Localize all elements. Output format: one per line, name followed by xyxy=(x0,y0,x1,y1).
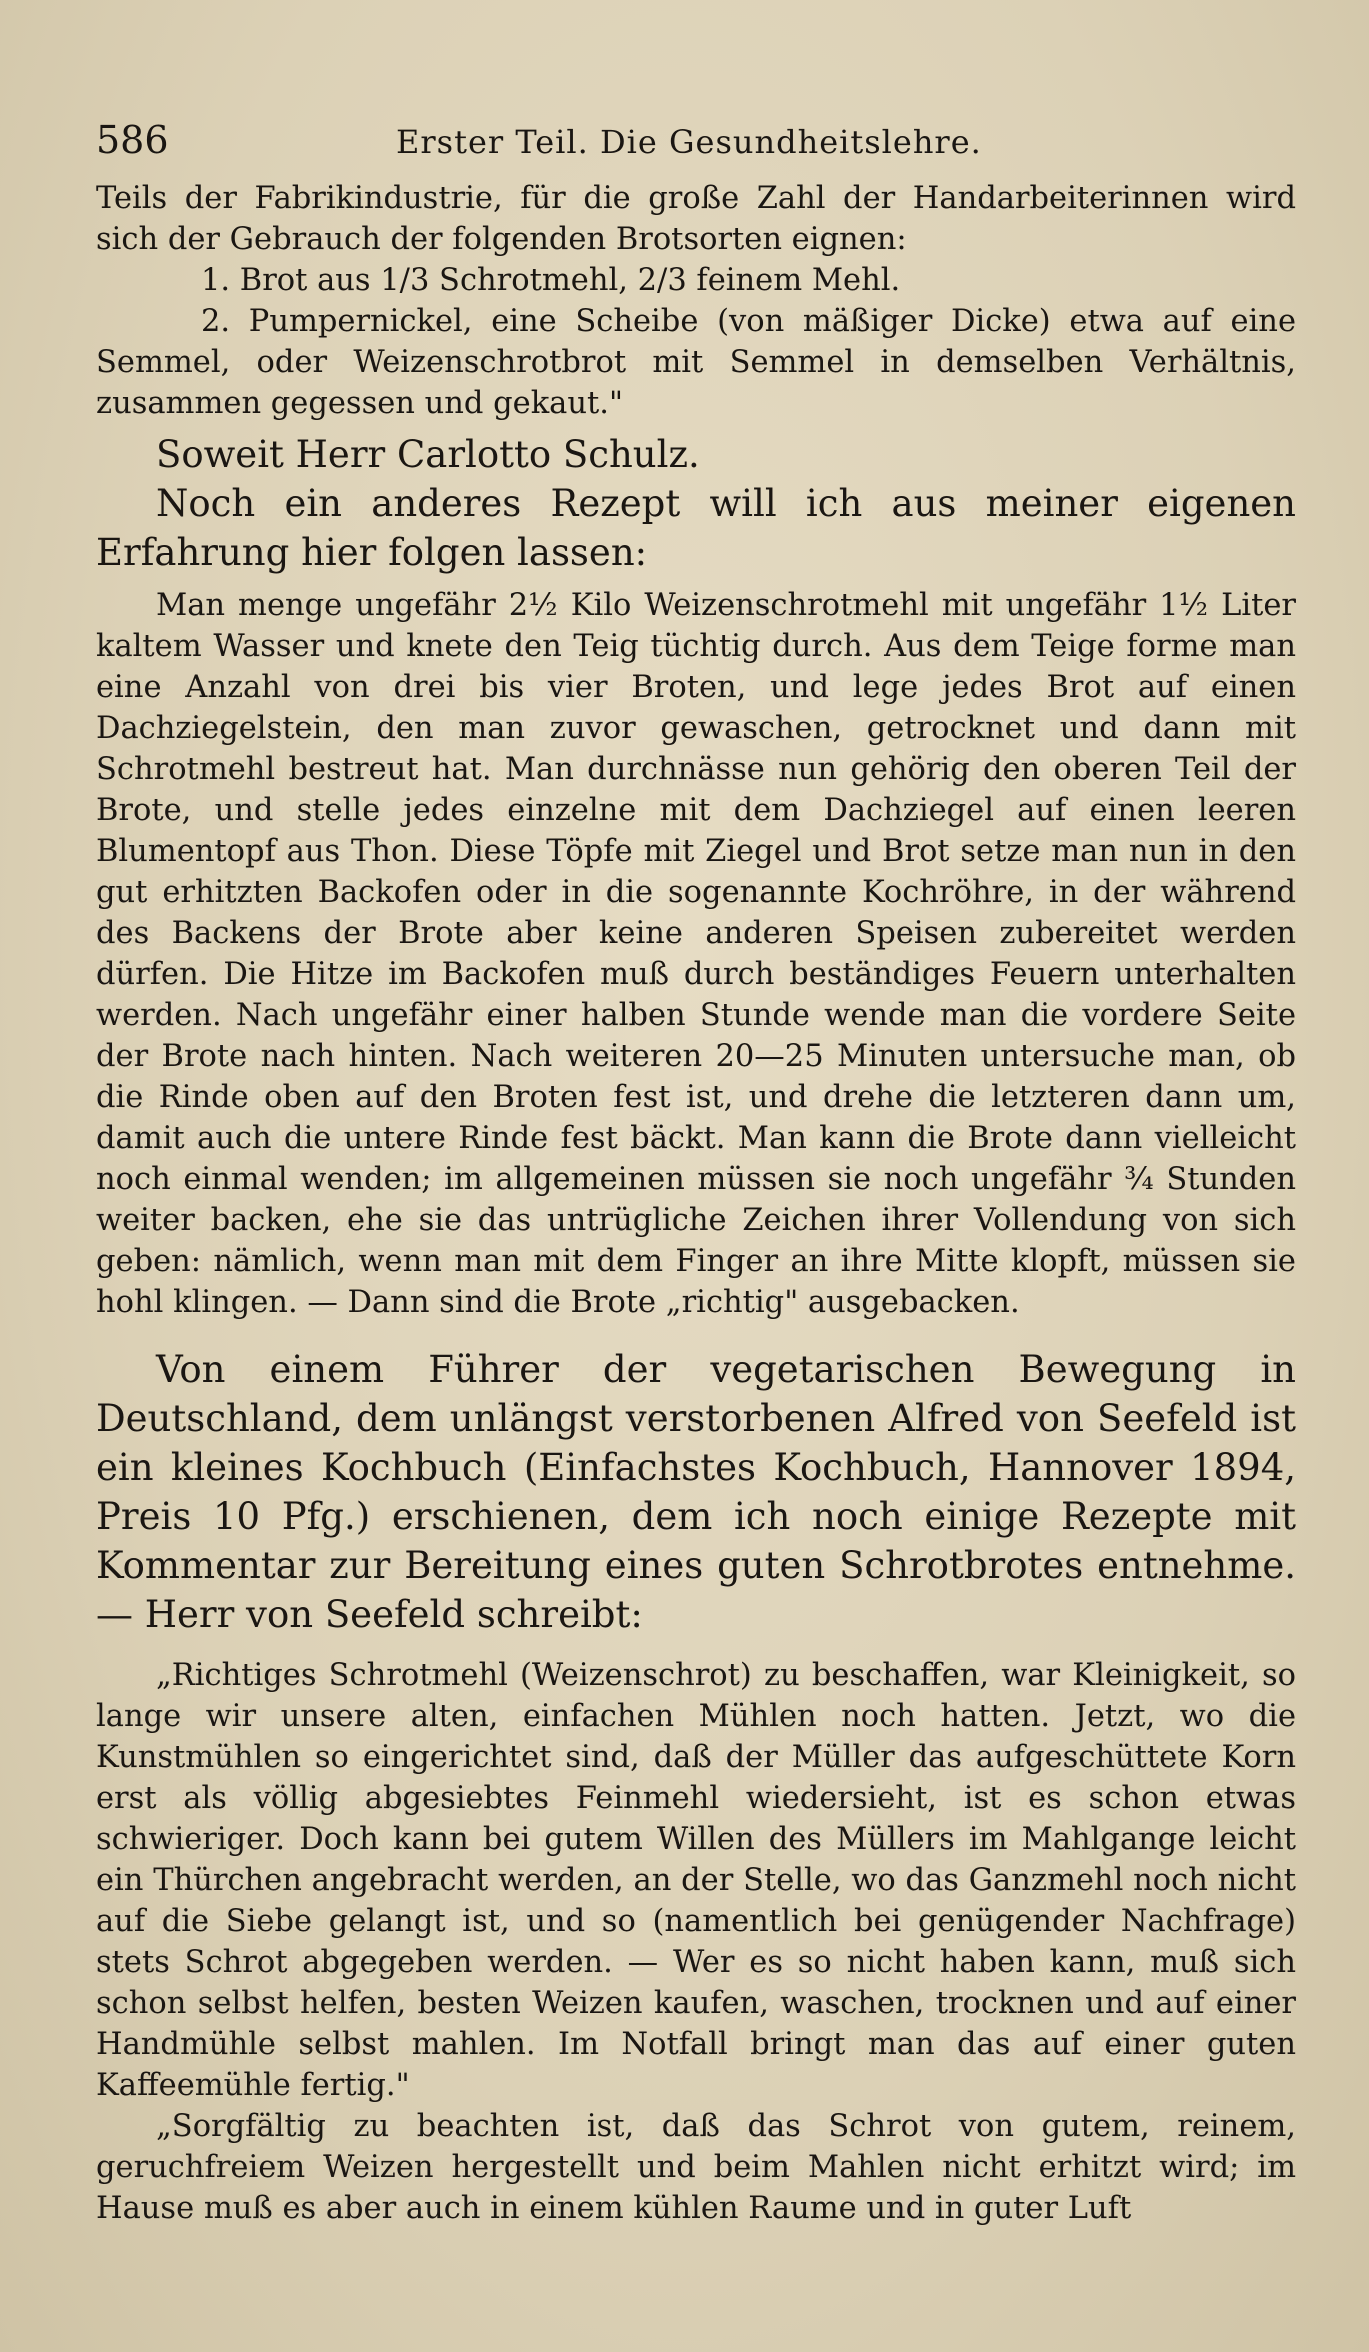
section-1-line-2: Noch ein anderes Rezept will ich aus meiner eigenen Erfahrung hier folgen lassen: xyxy=(96,482,1296,574)
page-number: 586 xyxy=(96,118,169,162)
list-item-2: 2. Pumpernickel, eine Scheibe (von mäßiger Dicke) etwa auf eine Semmel, oder Weizenschrotbrot mit Semmel in demselben Verhältnis, zusammen gegessen und gekaut." xyxy=(96,304,1296,421)
section-1 xyxy=(96,430,1296,577)
running-head: Erster Teil. Die Gesundheitslehre. xyxy=(396,123,982,161)
page-content xyxy=(96,118,1296,2229)
spacer-2 xyxy=(96,1645,1296,1655)
section-1-line-1: Soweit Herr Carlotto Schulz. xyxy=(156,433,700,476)
page-header xyxy=(96,118,1296,178)
intro-continuation: Teils der Fabrikindustrie, für die große Zahl der Handarbeiterinnen wird sich der Gebrauch der folgenden Brotsorten eignen: xyxy=(96,181,1296,257)
quote-paragraph-2: „Sorgfältig zu beachten ist, daß das Schrot von gutem, reinem, geruchfreiem Weizen hergestellt und beim Mahlen nicht erhitzt wird; im Hause muß es aber auch in einem kühlen Raume und in guter Luft xyxy=(96,2109,1296,2226)
recipe-text: Man menge ungefähr 2½ Kilo Weizenschrotmehl mit ungefähr 1½ Liter kaltem Wasser und knete den Teig tüchtig durch. Aus dem Teige forme man eine Anzahl von drei bis vier Broten, und lege jedes Brot auf einen Dachziegelstein, den man zuvor gewaschen, getrocknet und dann mit Schrotmehl bestreut hat. Man durchnässe nun gehörig den oberen Teil der Brote, und stelle jedes einzelne mit dem Dachziegel auf einen leeren Blumentopf aus Thon. Diese Töpfe mit Ziegel und Brot setze man nun in den gut erhitzten Backofen oder in die sogenannte Kochröhre, in der während des Backens der Brote aber keine anderen Speisen zubereitet werden dürfen. Die Hitze im Backofen muß durch beständiges Feuern unterhalten werden. Nach ungefähr einer halben Stunde wende man die vordere Seite der Brote nach hinten. Nach weiteren 20—25 Minuten untersuche man, ob die Rinde oben auf den Broten fest ist, und drehe die letzteren dann um, damit auch die untere Rinde fest bäckt. Man kann die Brote dann vielleicht noch einmal wenden; im allgemeinen müssen sie noch ungefähr ¾ Stunden weiter backen, ehe sie das untrügliche Zeichen ihrer Vollendung von sich geben: nämlich, wenn man mit dem Finger an ihre Mitte klopft, müssen sie hohl klingen. — Dann sind die Brote „richtig" ausgebacken. xyxy=(96,588,1296,1320)
section-2-text: Von einem Führer der vegetarischen Bewegung in Deutschland, dem unlängst verstorbenen Alfred von Seefeld ist ein kleines Kochbuch (Einfachstes Kochbuch, Hannover 1894, Preis 10 Pfg.) erschienen, dem ich noch einige Rezepte mit Kommentar zur Bereitung eines guten Schrotbrotes entnehme. — Herr von Seefeld schreibt: xyxy=(96,1348,1296,1636)
quote-paragraph-1: „Richtiges Schrotmehl (Weizenschrot) zu beschaffen, war Kleinigkeit, so lange wir unsere alten, einfachen Mühlen noch hatten. Jetzt, wo die Kunstmühlen so eingerichtet sind, daß der Müller das aufgeschüttete Korn erst als völlig abgesiebtes Feinmehl wiedersieht, ist es schon etwas schwieriger. Doch kann bei gutem Willen des Müllers im Mahlgange leicht ein Thürchen angebracht werden, an der Stelle, wo das Ganzmehl noch nicht auf die Siebe gelangt ist, und so (namentlich bei genügender Nachfrage) stets Schrot abgegeben werden. — Wer es so nicht haben kann, muß sich schon selbst helfen, besten Weizen kaufen, waschen, trocknen und auf einer Handmühle selbst mahlen. Im Notfall bringt man das auf einer guten Kaffeemühle fertig." xyxy=(96,1658,1296,2103)
spacer xyxy=(96,1323,1296,1339)
recipe-block xyxy=(96,585,1296,1323)
intro-block xyxy=(96,178,1296,424)
section-2 xyxy=(96,1345,1296,1639)
quote-block xyxy=(96,1655,1296,2229)
list-item-1: 1. Brot aus 1/3 Schrotmehl, 2/3 feinem Mehl. xyxy=(201,263,901,298)
